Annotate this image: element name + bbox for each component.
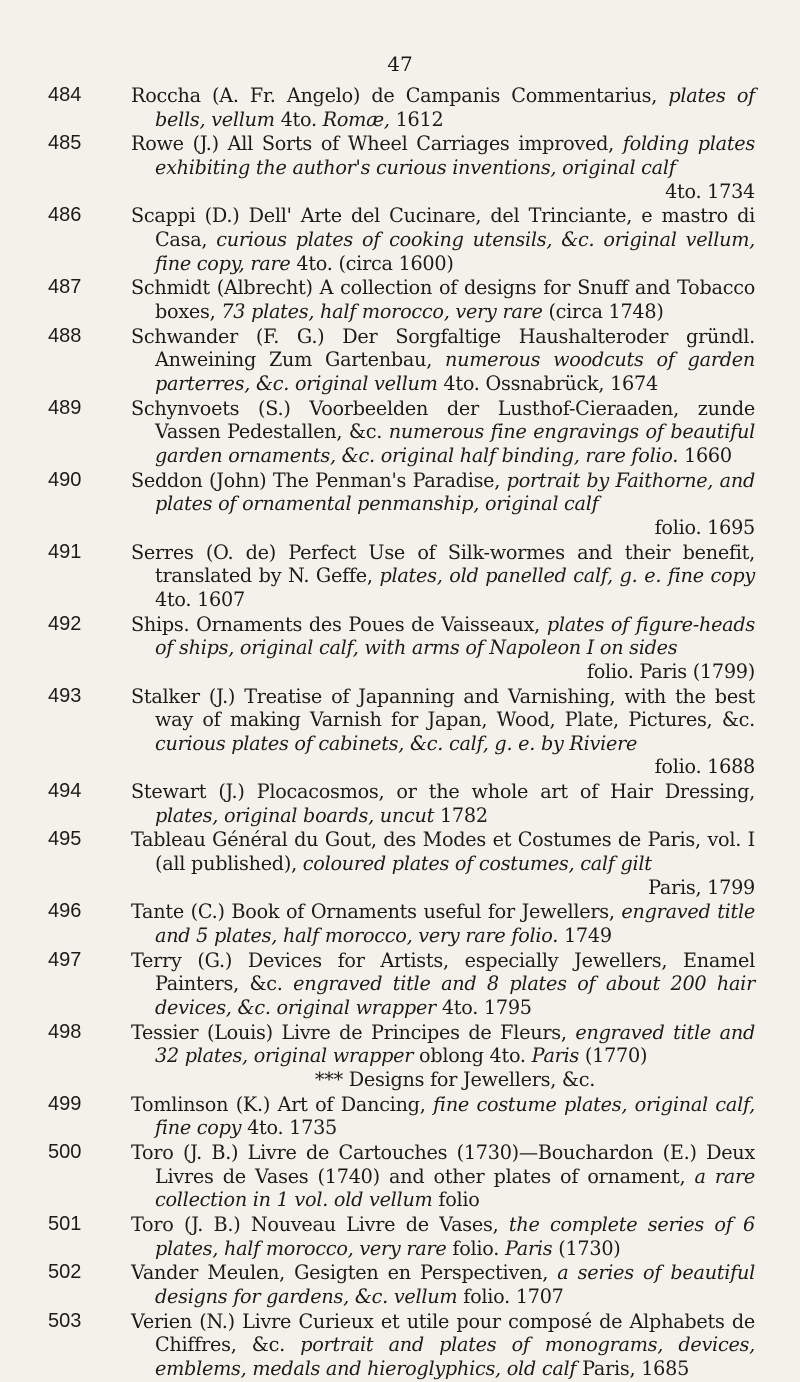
entry-italic-text: curious plates of cooking utensils, &c. original vellum, fine copy, rare xyxy=(155,227,755,275)
entry-description xyxy=(131,204,755,275)
entry-italic-text: engraved title and 8 plates of about 200 hair devices, &c. original wrapper xyxy=(155,972,755,1019)
catalogue-entry xyxy=(0,1213,800,1260)
catalogue-entry xyxy=(0,204,800,275)
entry-italic-text: plates of bells, vellum xyxy=(155,84,755,131)
catalogue-entry xyxy=(0,685,800,779)
entry-text: Seddon (John) The Penman's Paradise, xyxy=(131,468,507,492)
entry-italic-text: plates, original boards, uncut xyxy=(155,803,435,827)
lot-number: 485 xyxy=(48,132,82,155)
catalogue-entry xyxy=(0,1261,800,1308)
entry-description xyxy=(131,1141,755,1212)
entry-italic-text: the complete series of 6 plates, half morocco, very rare xyxy=(155,1213,755,1260)
entry-description xyxy=(131,469,755,540)
catalogue-entry xyxy=(0,397,800,468)
lot-number: 501 xyxy=(48,1213,82,1236)
entry-description xyxy=(131,900,755,947)
entry-text: 4to. (circa 1600) xyxy=(290,251,454,275)
catalogue-entry xyxy=(0,541,800,612)
entry-italic-text: folding plates exhibiting the author's curious inventions, original calf xyxy=(155,132,755,179)
catalogue-entry xyxy=(0,1021,800,1092)
entry-description xyxy=(131,1213,755,1260)
catalogue-entry xyxy=(0,613,800,684)
entry-text: folio. xyxy=(446,1236,505,1260)
entry-description xyxy=(131,132,755,203)
lot-number: 495 xyxy=(48,828,82,851)
entry-description xyxy=(131,325,755,396)
entry-italic-text: a series of beautiful designs for gardens, &c. vellum xyxy=(155,1261,755,1309)
entry-italic-text: engraved title and 32 plates, original wrapper xyxy=(155,1020,755,1068)
catalogue-entry xyxy=(0,276,800,323)
lot-number: 499 xyxy=(48,1092,82,1115)
lot-number: 489 xyxy=(48,396,82,419)
lot-number: 490 xyxy=(48,468,82,491)
entry-italic-text: portrait and plates of monograms, devices, emblems, medals and hieroglyphics, old calf xyxy=(155,1333,755,1381)
entry-text: Ships. Ornaments des Poues de Vaisseaux, xyxy=(131,612,547,636)
entry-text: Rowe (J.) All Sorts of Wheel Carriages improved, xyxy=(131,132,623,156)
entry-text: Terry (G.) Devices for Artists, especially Jewellers, Enamel Painters, &c. xyxy=(131,948,755,996)
entry-format-date: folio. 1688 xyxy=(654,755,755,779)
lot-number: 488 xyxy=(48,324,82,347)
lot-number: 491 xyxy=(48,540,82,563)
lot-number: 496 xyxy=(48,900,82,923)
entry-italic-text: numerous woodcuts of garden parterres, &c. original vellum xyxy=(155,348,755,395)
entry-italic-text: 73 plates, half morocco, very rare xyxy=(221,299,543,323)
entry-italic-text: portrait by Faithorne, and plates of ornamental penmanship, original calf xyxy=(155,468,755,516)
entry-description xyxy=(131,780,755,827)
entry-format-date: folio. Paris (1799) xyxy=(586,659,755,683)
entry-text: Schwander (F. G.) Der Sorgfaltige Haushalteroder gründl. Anweining Zum Gartenbau, xyxy=(131,324,755,372)
entry-text: folio xyxy=(432,1188,480,1212)
entry-text: Vander Meulen, Gesigten en Perspectiven, xyxy=(131,1261,558,1285)
entry-description xyxy=(131,84,755,131)
lot-number: 492 xyxy=(48,612,82,635)
entry-text: (circa 1748) xyxy=(542,299,664,323)
entry-italic-text: engraved title and 5 plates, half morocco, very rare folio. xyxy=(155,900,756,948)
entry-format-date: folio. 1695 xyxy=(654,515,755,539)
entry-description xyxy=(131,397,755,468)
entry-italic-text: fine costume plates, original calf, fine copy xyxy=(155,1092,755,1140)
entry-description xyxy=(131,1261,755,1308)
catalogue-entry xyxy=(0,828,800,899)
entry-italic-text: Romæ, xyxy=(322,107,390,131)
entry-text: Verien (N.) Livre Curieux et utile pour composé de Alphabets de Chiffres, &c. xyxy=(131,1309,755,1357)
lot-number: 486 xyxy=(48,204,82,227)
entry-note: *** Designs for Jewellers, &c. xyxy=(314,1067,596,1091)
entry-description xyxy=(131,1021,755,1092)
lot-number: 502 xyxy=(48,1261,82,1284)
catalogue-entry xyxy=(0,469,800,540)
catalogue-entry xyxy=(0,949,800,1020)
entry-text: 1612 xyxy=(389,107,444,131)
entry-text: 4to. xyxy=(274,107,323,131)
entry-text: Tessier (Louis) Livre de Principes de Fleurs, xyxy=(131,1020,576,1044)
entry-format-date: Paris, 1799 xyxy=(648,875,755,899)
catalogue-entry xyxy=(0,1310,800,1381)
catalogue-list xyxy=(0,84,800,1382)
entry-text: (1730) xyxy=(552,1236,621,1260)
lot-number: 498 xyxy=(48,1020,82,1043)
entry-text: 1660 xyxy=(678,443,732,467)
entry-format-date: 4to. 1734 xyxy=(665,179,755,203)
entry-description xyxy=(131,1310,755,1381)
lot-number: 503 xyxy=(48,1309,82,1332)
catalogue-entry xyxy=(0,780,800,827)
lot-number: 494 xyxy=(48,780,82,803)
page-number: 47 xyxy=(387,52,413,76)
lot-number: 484 xyxy=(48,84,82,106)
entry-text: Scappi (D.) Dell' Arte del Cucinare, del Trinciante, e mastro di Casa, xyxy=(131,204,755,251)
entry-text: 1749 xyxy=(558,924,612,948)
entry-italic-text: plates, old panelled calf, g. e. fine copy xyxy=(379,564,755,588)
entry-text: Roccha (A. Fr. Angelo) de Campanis Commentarius, xyxy=(131,84,669,107)
entry-description xyxy=(131,541,755,612)
entry-italic-text: plates of figure-heads of ships, original calf, with arms of Napoleon I on sides xyxy=(155,612,756,660)
entry-description xyxy=(131,685,755,779)
entry-text: Tante (C.) Book of Ornaments useful for Jewellers, xyxy=(131,900,622,924)
lot-number: 487 xyxy=(48,276,82,299)
entry-text: Stalker (J.) Treatise of Japanning and Varnishing, with the best way of making Varnish for Japan, Wood, Plate, Pictures, &c. xyxy=(131,684,755,732)
entry-text: Toro (J. B.) Nouveau Livre de Vases, xyxy=(131,1213,509,1237)
catalogue-entry xyxy=(0,132,800,203)
entry-text: (1770) xyxy=(579,1044,648,1068)
entry-italic-text: coloured plates of costumes, calf gilt xyxy=(302,852,652,876)
entry-italic-text: Paris xyxy=(504,1236,553,1260)
entry-italic-text: numerous fine engravings of beautiful garden ornaments, &c. original half binding, rare folio. xyxy=(155,420,755,467)
entry-italic-text: Paris xyxy=(531,1044,580,1068)
entry-text: 4to. Ossnabrück, 1674 xyxy=(437,371,658,395)
entry-description xyxy=(131,949,755,1020)
entry-text: oblong 4to. xyxy=(413,1044,532,1068)
catalogue-entry xyxy=(0,1093,800,1140)
catalogue-entry xyxy=(0,1141,800,1212)
entry-text: Schynvoets (S.) Voorbeelden der Lusthof-Cieraaden, zunde Vassen Pedestallen, &c. xyxy=(131,396,755,444)
entry-description xyxy=(131,276,755,323)
entry-text: Tableau Général du Gout, des Modes et Costumes de Paris, vol. I (all published), xyxy=(131,828,755,876)
entry-description xyxy=(131,828,755,899)
entry-text: 1782 xyxy=(434,803,488,827)
entry-text: folio. 1707 xyxy=(457,1285,564,1309)
entry-text: 4to. 1607 xyxy=(155,587,245,611)
catalogue-entry xyxy=(0,84,800,131)
lot-number: 497 xyxy=(48,948,82,971)
lot-number: 500 xyxy=(48,1141,82,1164)
entry-description xyxy=(131,613,755,684)
catalogue-entry xyxy=(0,900,800,947)
entry-text: Paris, 1685 xyxy=(576,1357,690,1381)
entry-description xyxy=(131,1093,755,1140)
entry-text: Toro (J. B.) Livre de Cartouches (1730)—Bouchardon (E.) Deux Livres de Vases (1740) and other plates of ornament, xyxy=(131,1141,755,1188)
catalogue-entry xyxy=(0,325,800,396)
entry-text: Tomlinson (K.) Art of Dancing, xyxy=(131,1092,434,1116)
entry-italic-text: curious plates of cabinets, &c. calf, g. e. by Riviere xyxy=(155,731,638,755)
entry-text: 4to. 1795 xyxy=(435,996,532,1019)
lot-number: 493 xyxy=(48,684,82,707)
entry-text: Stewart (J.) Plocacosmos, or the whole art of Hair Dressing, xyxy=(131,780,755,804)
entry-text: Serres (O. de) Perfect Use of Silk-wormes and their benefit, translated by N. Geffe, xyxy=(131,540,755,588)
entry-italic-text: a rare collection in 1 vol. old vellum xyxy=(155,1164,755,1212)
entry-text: 4to. 1735 xyxy=(241,1116,337,1140)
entry-text: Schmidt (Albrecht) A collection of designs for Snuff and Tobacco boxes, xyxy=(131,276,755,323)
